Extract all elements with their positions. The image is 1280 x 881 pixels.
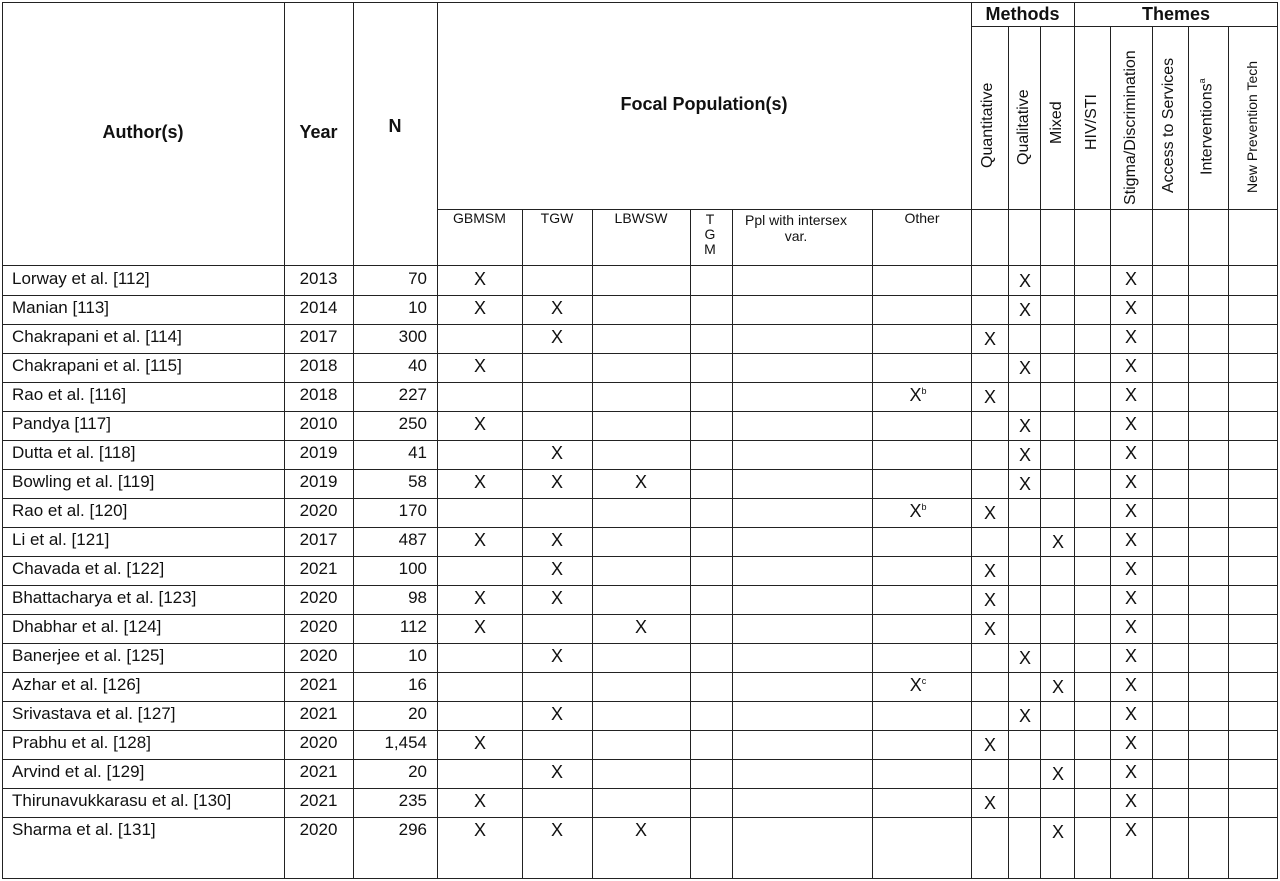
row-year: 2013 [299, 269, 338, 288]
population-mark: X [473, 820, 486, 840]
subheader-qualitative: Qualitative [1015, 89, 1032, 165]
row-n: 41 [408, 443, 427, 462]
population-mark: X [473, 298, 486, 318]
other-x: X [909, 675, 922, 695]
row-author: Dutta et al. [118] [12, 443, 136, 462]
row-year: 2018 [299, 356, 338, 375]
header-focal-population: Focal Population(s) [620, 94, 788, 114]
grid-line [2, 701, 1278, 702]
subheader-tgw: TGW [540, 210, 574, 226]
subheader-gbmsm: GBMSM [453, 210, 506, 226]
row-author: Srivastava et al. [127] [12, 704, 176, 723]
row-author: Chakrapani et al. [114] [12, 327, 182, 346]
method-mark: X [1051, 764, 1064, 784]
row-n: 10 [408, 298, 427, 317]
grid-line [690, 209, 691, 879]
grid-line [2, 265, 1278, 266]
stigma-mark: X [1124, 675, 1137, 695]
row-n: 70 [408, 269, 427, 288]
method-mark: X [1018, 300, 1031, 320]
grid-line [2, 440, 1278, 441]
row-author: Pandya [117] [12, 414, 111, 433]
row-author: Chavada et al. [122] [12, 559, 165, 578]
row-year: 2020 [299, 501, 338, 520]
grid-line [872, 209, 873, 879]
grid-line [732, 209, 733, 879]
population-mark: X [473, 617, 486, 637]
population-mark: X [550, 443, 563, 463]
row-author: Lorway et al. [112] [12, 269, 150, 288]
row-year: 2018 [299, 385, 338, 404]
method-mark: X [1018, 706, 1031, 726]
row-year: 2020 [299, 733, 338, 752]
grid-line [2, 411, 1278, 412]
method-mark: X [1051, 677, 1064, 697]
stigma-mark: X [1124, 646, 1137, 666]
grid-line [2, 817, 1278, 818]
header-year: Year [299, 122, 338, 142]
grid-line [1074, 2, 1075, 879]
grid-line [437, 2, 438, 879]
row-n: 16 [408, 675, 427, 694]
grid-line [2, 643, 1278, 644]
grid-line [353, 2, 354, 879]
method-mark: X [1018, 648, 1031, 668]
population-mark: X [473, 269, 486, 289]
subheader-tgm: T G M [704, 211, 716, 257]
population-mark: X [634, 472, 647, 492]
grid-line [1188, 26, 1189, 879]
stigma-mark: X [1124, 791, 1137, 811]
grid-line [2, 324, 1278, 325]
row-year: 2019 [299, 443, 338, 462]
population-mark: X [550, 762, 563, 782]
grid-line [2, 730, 1278, 731]
method-mark: X [983, 503, 996, 523]
population-mark: X [473, 530, 486, 550]
row-year: 2017 [299, 530, 338, 549]
stigma-mark: X [1124, 356, 1137, 376]
method-mark: X [1018, 474, 1031, 494]
stigma-mark: X [1124, 501, 1137, 521]
population-mark: X [473, 472, 486, 492]
method-mark: X [983, 619, 996, 639]
other-footnote: b [921, 386, 927, 396]
row-author: Bowling et al. [119] [12, 472, 155, 491]
row-author: Azhar et al. [126] [12, 675, 141, 694]
stigma-mark: X [1124, 588, 1137, 608]
row-author: Chakrapani et al. [115] [12, 356, 182, 375]
row-n: 1,454 [384, 733, 427, 752]
grid-line [2, 585, 1278, 586]
subheader-hiv-sti: HIV/STI [1083, 93, 1100, 150]
subheader-new-prevention: New Prevention Tech [1244, 60, 1260, 193]
population-mark: X [473, 356, 486, 376]
grid-line [2, 353, 1278, 354]
row-author: Rao et al. [120] [12, 501, 128, 520]
row-n: 20 [408, 704, 427, 723]
row-year: 2021 [299, 791, 338, 810]
grid-line [2, 295, 1278, 296]
row-n: 10 [408, 646, 427, 665]
method-mark: X [983, 735, 996, 755]
row-year: 2021 [299, 762, 338, 781]
row-author: Sharma et al. [131] [12, 820, 156, 839]
row-n: 300 [398, 327, 427, 346]
subheader-access: Access to Services [1160, 57, 1177, 193]
grid-line [2, 759, 1278, 760]
row-author: Arvind et al. [129] [12, 762, 145, 781]
header-author: Author(s) [102, 122, 184, 142]
row-author: Banerjee et al. [125] [12, 646, 165, 665]
grid-line [2, 878, 1278, 879]
row-author: Rao et al. [116] [12, 385, 127, 404]
population-mark: X [550, 530, 563, 550]
population-mark: X [634, 820, 647, 840]
grid-line [1008, 26, 1009, 879]
grid-line [592, 209, 593, 879]
other-x: X [909, 385, 922, 405]
population-mark: X [550, 327, 563, 347]
grid-line [2, 614, 1278, 615]
stigma-mark: X [1124, 530, 1137, 550]
row-n: 296 [398, 820, 427, 839]
subheader-intersex: Ppl with intersex var. [745, 212, 847, 244]
other-population-mark [903, 501, 933, 522]
row-n: 40 [408, 356, 427, 375]
grid-line [2, 672, 1278, 673]
other-population-mark [903, 385, 933, 406]
row-year: 2020 [299, 588, 338, 607]
interventions-footnote: a [1197, 78, 1207, 84]
grid-line [2, 469, 1278, 470]
row-n: 235 [398, 791, 427, 810]
grid-line [2, 788, 1278, 789]
grid-line [1152, 26, 1153, 879]
method-mark: X [983, 387, 996, 407]
row-year: 2019 [299, 472, 338, 491]
population-mark: X [473, 588, 486, 608]
header-themes: Themes [1141, 4, 1211, 24]
stigma-mark: X [1124, 443, 1137, 463]
grid-line [284, 2, 285, 879]
method-mark: X [1018, 416, 1031, 436]
subheader-other: Other [904, 210, 940, 226]
method-mark: X [983, 793, 996, 813]
row-year: 2021 [299, 675, 338, 694]
row-n: 227 [398, 385, 427, 404]
row-n: 250 [398, 414, 427, 433]
method-mark: X [983, 329, 996, 349]
stigma-mark: X [1124, 472, 1137, 492]
stigma-mark: X [1124, 704, 1137, 724]
grid-line [522, 209, 523, 879]
stigma-mark: X [1124, 269, 1137, 289]
subheader-stigma: Stigma/Discrimination [1122, 50, 1139, 205]
row-year: 2021 [299, 704, 338, 723]
subheader-lbwsw: LBWSW [614, 210, 668, 226]
method-mark: X [1018, 271, 1031, 291]
subheader-mixed: Mixed [1048, 101, 1065, 144]
row-year: 2020 [299, 646, 338, 665]
row-n: 487 [398, 530, 427, 549]
header-n: N [388, 116, 402, 136]
row-year: 2020 [299, 617, 338, 636]
row-n: 170 [398, 501, 427, 520]
row-n: 112 [399, 617, 427, 636]
row-year: 2021 [299, 559, 338, 578]
stigma-mark: X [1124, 414, 1137, 434]
row-author: Li et al. [121] [12, 530, 110, 549]
grid-line [2, 556, 1278, 557]
grid-line [971, 26, 1278, 27]
stigma-mark: X [1124, 559, 1137, 579]
population-mark: X [550, 559, 563, 579]
population-mark: X [550, 820, 563, 840]
grid-line [2, 2, 1278, 3]
population-mark: X [550, 704, 563, 724]
population-mark: X [550, 298, 563, 318]
other-x: X [909, 501, 922, 521]
grid-line [2, 527, 1278, 528]
population-mark: X [550, 588, 563, 608]
stigma-mark: X [1124, 762, 1137, 782]
stigma-mark: X [1124, 327, 1137, 347]
other-footnote: b [921, 502, 927, 512]
population-mark: X [473, 733, 486, 753]
stigma-mark: X [1124, 617, 1137, 637]
row-year: 2010 [299, 414, 338, 433]
method-mark: X [1051, 532, 1064, 552]
method-mark: X [983, 590, 996, 610]
row-year: 2014 [299, 298, 338, 317]
stigma-mark: X [1124, 820, 1137, 840]
row-author: Bhattacharya et al. [123] [12, 588, 197, 607]
row-author: Manian [113] [12, 298, 110, 317]
population-mark: X [550, 472, 563, 492]
row-n: 100 [398, 559, 427, 578]
row-year: 2017 [299, 327, 338, 346]
row-n: 20 [408, 762, 427, 781]
other-population-mark [903, 675, 933, 696]
method-mark: X [983, 561, 996, 581]
grid-line [971, 2, 972, 879]
stigma-mark: X [1124, 298, 1137, 318]
population-mark: X [550, 646, 563, 666]
row-year: 2020 [299, 820, 338, 839]
row-author: Dhabhar et al. [124] [12, 617, 162, 636]
population-mark: X [473, 791, 486, 811]
method-mark: X [1051, 822, 1064, 842]
method-mark: X [1018, 445, 1031, 465]
header-methods: Methods [985, 4, 1060, 24]
grid-line [1040, 26, 1041, 879]
subheader-interventions: Interventions$^a$ [1197, 78, 1216, 175]
row-n: 98 [408, 588, 427, 607]
other-footnote: c [921, 676, 927, 686]
row-author: Prabhu et al. [128] [12, 733, 151, 752]
grid-line [1110, 26, 1111, 879]
grid-line [2, 382, 1278, 383]
grid-line [1228, 26, 1229, 879]
stigma-mark: X [1124, 385, 1137, 405]
population-mark: X [473, 414, 486, 434]
row-author: Thirunavukkarasu et al. [130] [12, 791, 232, 810]
grid-line [2, 498, 1278, 499]
population-mark: X [634, 617, 647, 637]
row-n: 58 [408, 472, 427, 491]
stigma-mark: X [1124, 733, 1137, 753]
method-mark: X [1018, 358, 1031, 378]
subheader-quantitative: Quantitative [979, 82, 996, 168]
